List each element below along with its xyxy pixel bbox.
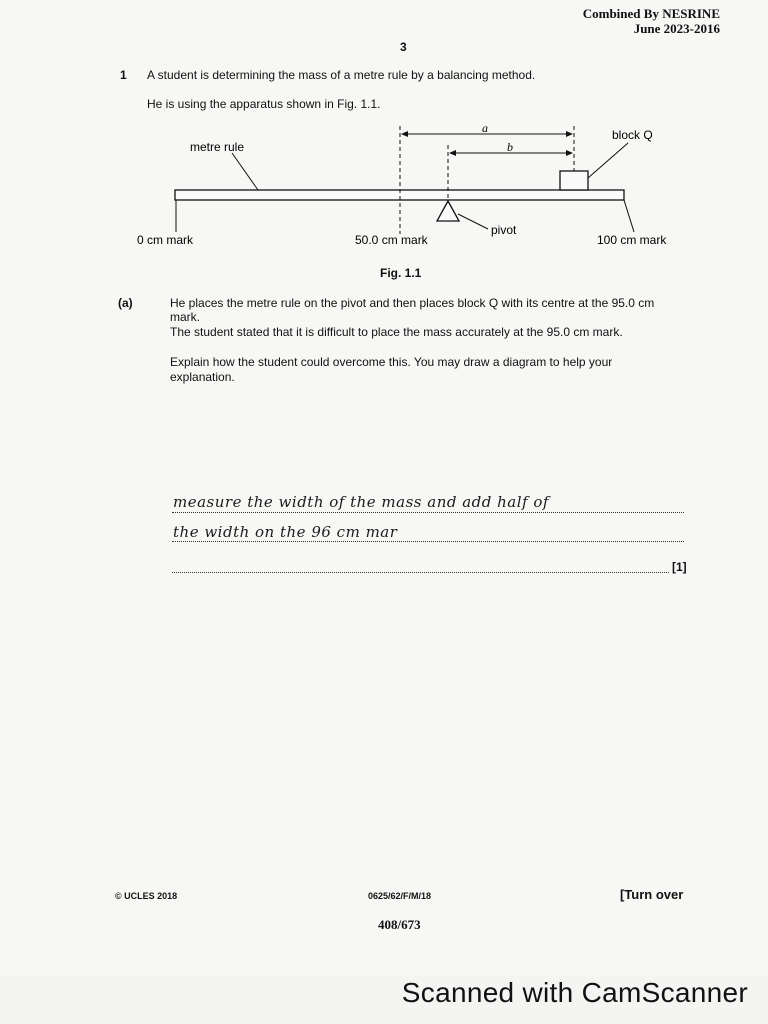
part-a-line-2: mark.: [170, 310, 200, 324]
compiler-header: [583, 6, 720, 36]
label-pivot: pivot: [491, 223, 517, 237]
leader-metre-rule: [232, 153, 258, 190]
handwritten-answer-line-1: measure the width of the mass and add half of: [173, 493, 549, 511]
part-a-label: (a): [118, 296, 133, 310]
footer-paper-code: 0625/62/F/M/18: [368, 891, 432, 901]
mark-allocation: [1]: [672, 560, 687, 574]
compiler-date-range: June 2023-2016: [633, 21, 720, 36]
block-q: [560, 171, 588, 190]
question-number: 1: [120, 68, 127, 82]
answer-dotted-line-3: [172, 571, 669, 573]
pivot-triangle: [437, 201, 459, 221]
leader-block-q: [588, 143, 628, 178]
answer-dotted-line-1: [172, 511, 684, 513]
label-metre-rule: metre rule: [190, 140, 245, 154]
label-0cm-mark: 0 cm mark: [137, 233, 194, 247]
figure-1-1-diagram: [0, 110, 768, 260]
footer-page-count: 408/673: [378, 917, 421, 932]
scanner-watermark: Scanned with CamScanner: [401, 977, 748, 1008]
part-a-line-5: explanation.: [170, 370, 235, 384]
part-a-line-4: Explain how the student could overcome this. You may draw a diagram to help your: [170, 355, 613, 369]
arrow-a-right-head: [566, 131, 573, 137]
figure-caption: Fig. 1.1: [380, 266, 422, 280]
leader-100cm: [624, 200, 634, 232]
compiler-name: Combined By NESRINE: [582, 6, 720, 21]
arrow-a-left-head: [401, 131, 408, 137]
arrow-b-right-head: [566, 150, 573, 156]
page-number: 3: [400, 40, 407, 54]
part-a-line-1: He places the metre rule on the pivot and then places block Q with its centre at the 95.0 cm: [170, 296, 655, 310]
label-a: a: [482, 121, 488, 135]
question-intro: A student is determining the mass of a metre rule by a balancing method.: [147, 68, 536, 82]
footer-turn-over: [Turn over: [620, 887, 684, 902]
handwritten-answer-line-2: the width on the 96 cm mar: [173, 523, 398, 541]
footer-copyright: © UCLES 2018: [115, 891, 178, 901]
label-50cm-mark: 50.0 cm mark: [355, 233, 428, 247]
label-b: b: [507, 140, 513, 154]
part-a-line-3: The student stated that it is difficult to place the mass accurately at the 95.0 cm mark.: [170, 325, 623, 339]
arrow-b-left-head: [449, 150, 456, 156]
leader-pivot: [458, 214, 488, 229]
question-apparatus: He is using the apparatus shown in Fig. 1.1.: [147, 97, 381, 111]
label-block-q: block Q: [612, 128, 653, 142]
label-100cm-mark: 100 cm mark: [597, 233, 667, 247]
